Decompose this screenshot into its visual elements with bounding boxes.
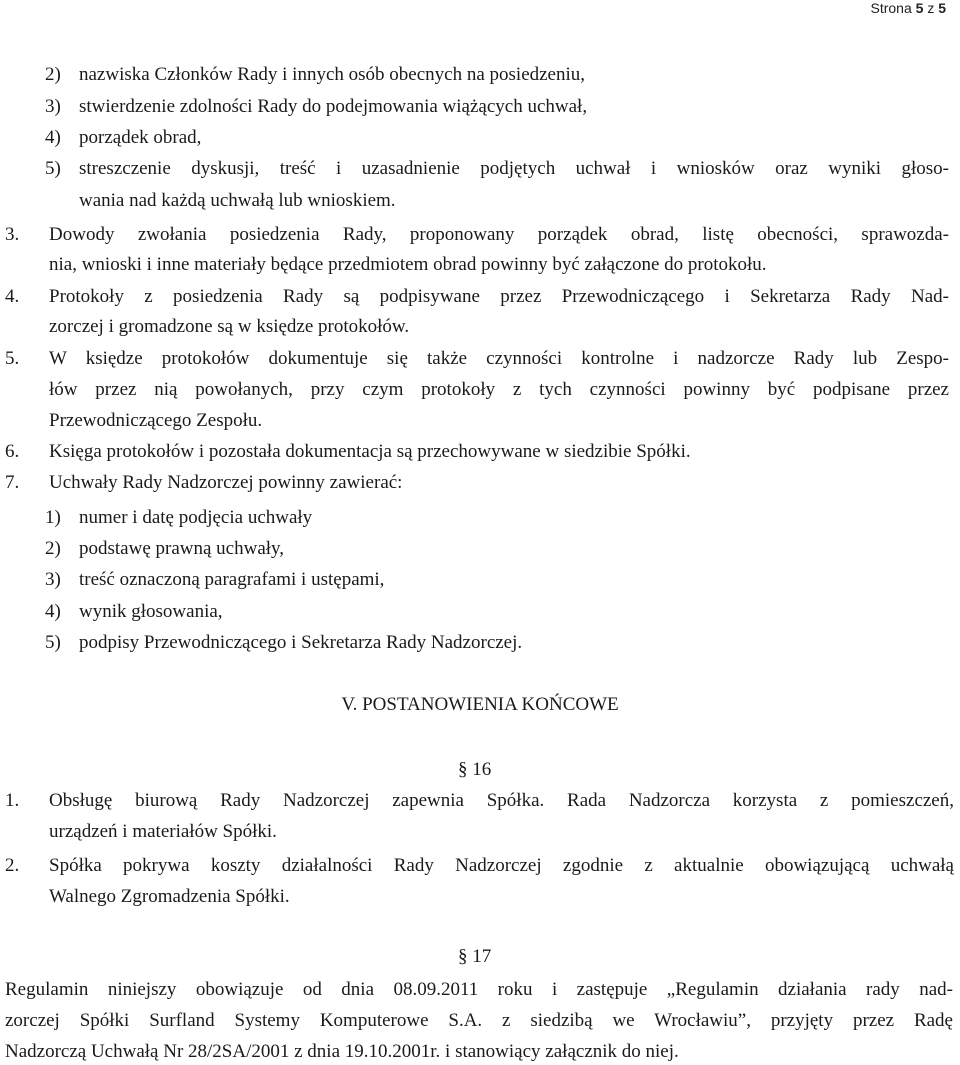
list-item: treść oznaczoną paragrafami i ustępami, [79,569,385,590]
list-item: streszczenie dyskusji, treść i uzasadnienie podjętych uchwał i wniosków oraz wyniki głoso- [79,158,949,179]
point-number: 2. [5,855,20,876]
section-sign: § [458,759,468,780]
page-number-of: z [927,0,935,16]
point-number: 6. [5,441,20,462]
point-number: 1. [5,790,20,811]
point-line: Dowody zwołania posiedzenia Rady, proponowany porządek obrad, listę obecności, sprawozda- [49,224,949,245]
point-line: Protokoły z posiedzenia Rady są podpisywane przez Przewodniczącego i Sekretarza Rady Nad- [49,286,949,307]
list-item-number: 5) [45,158,61,179]
list-item-number: 4) [45,601,61,622]
list-item-number: 3) [45,96,61,117]
section-title: V. POSTANOWIENIA KOŃCOWE [341,694,619,715]
list-item: numer i datę podjęcia uchwały [79,507,313,528]
page-number-current: 5 [915,0,924,16]
list-item: podpisy Przewodniczącego i Sekretarza Rady Nadzorczej. [79,632,523,653]
point-line: łów przez nią powołanych, przy czym protokoły z tych czynności powinny być podpisane przez [49,379,949,400]
list-item: stwierdzenie zdolności Rady do podejmowania wiążących uchwał, [79,96,588,117]
point-line: Walnego Zgromadzenia Spółki. [49,886,290,907]
point-line: Przewodniczącego Zespołu. [49,410,263,431]
paragraph-heading [458,944,491,970]
list-item-continuation: wania nad każdą uchwałą lub wnioskiem. [79,190,396,211]
list-item-number: 4) [45,127,61,148]
section-sign: § [458,946,468,967]
list-item-number: 2) [45,64,61,85]
point-number: 5. [5,348,20,369]
list-item-number: 2) [45,538,61,559]
point-line: Spółka pokrywa koszty działalności Rady Nadzorczej zgodnie z aktualnie obowiązującą uchwałą [49,855,954,876]
point-line: Księga protokołów i pozostała dokumentacja są przechowywane w siedzibie Spółki. [49,441,691,462]
list-item: wynik głosowania, [79,601,223,622]
paragraph-line: Nadzorczą Uchwałą Nr 28/2SA/2001 z dnia 19.10.2001r. i stanowiący załącznik do niej. [5,1041,679,1062]
page-number-prefix: Strona [870,0,912,16]
list-item-number: 1) [45,507,61,528]
paragraph-number: 16 [472,759,492,780]
point-line: nia, wnioski i inne materiały będące przedmiotem obrad powinny być załączone do protokołu. [49,254,767,275]
list-item-number: 3) [45,569,61,590]
point-line: urządzeń i materiałów Spółki. [49,821,277,842]
point-line: zorczej i gromadzone są w księdze protokołów. [49,316,410,337]
page-number-total: 5 [938,0,946,16]
list-item: nazwiska Członków Rady i innych osób obecnych na posiedzeniu, [79,64,586,85]
point-line: Obsługę biurową Rady Nadzorczej zapewnia Spółka. Rada Nadzorcza korzysta z pomieszczeń, [49,790,954,811]
list-item: podstawę prawną uchwały, [79,538,285,559]
paragraph-heading [458,757,491,783]
point-number: 4. [5,286,20,307]
point-line: Uchwały Rady Nadzorczej powinny zawierać: [49,472,403,493]
paragraph-number: 17 [472,946,492,967]
list-item-number: 5) [45,632,61,653]
point-number: 3. [5,224,20,245]
page-number [870,0,946,16]
point-line: W księdze protokołów dokumentuje się także czynności kontrolne i nadzorcze Rady lub Zespo- [49,348,949,369]
paragraph-line: zorczej Spółki Surfland Systemy Komputerowe S.A. z siedzibą we Wrocławiu”, przyjęty przez Radę [5,1010,953,1031]
list-item: porządek obrad, [79,127,202,148]
point-number: 7. [5,472,20,493]
paragraph-line: Regulamin niniejszy obowiązuje od dnia 08.09.2011 roku i zastępuje „Regulamin działania rady nad- [5,979,953,1000]
